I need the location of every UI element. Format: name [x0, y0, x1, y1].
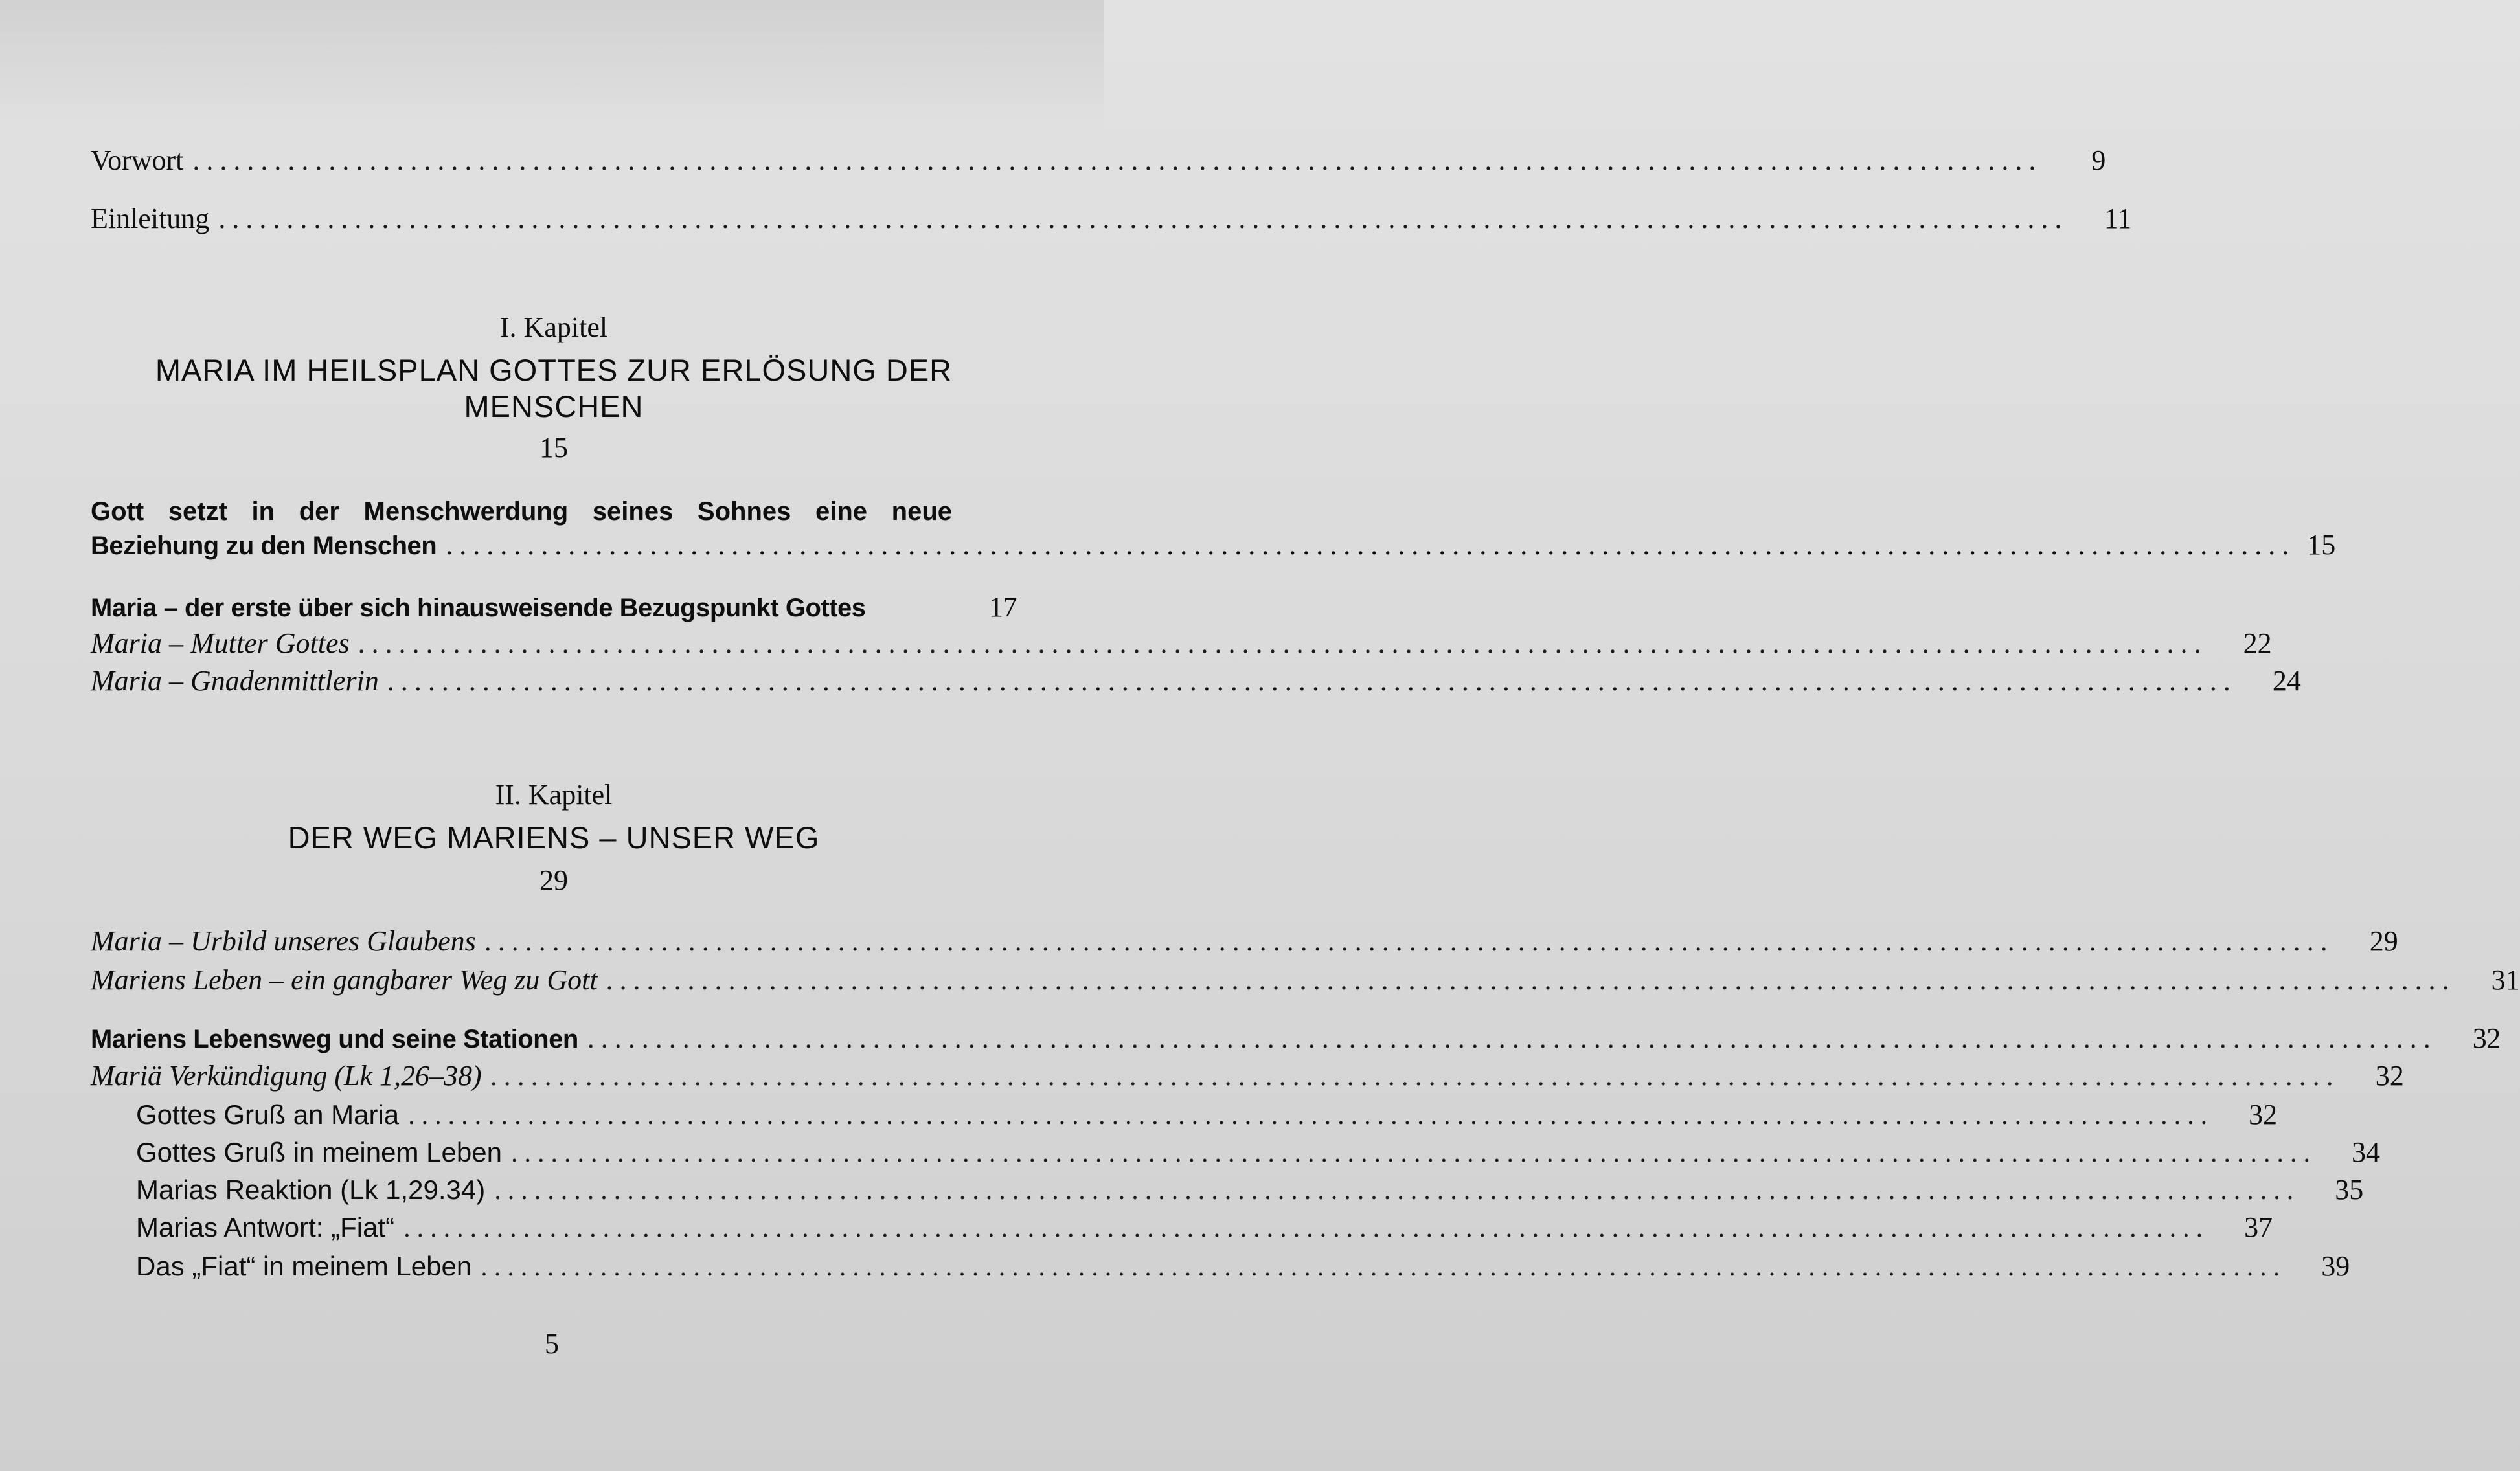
- toc-entry-page: 37: [2244, 1211, 2273, 1243]
- toc-entry-einleitung[interactable]: [91, 202, 2132, 236]
- toc-entry-gnadenmittlerin[interactable]: [91, 664, 2301, 698]
- toc-section-title: Maria – der erste über sich hinausweisende Bezugspunkt Gottes: [91, 594, 866, 622]
- chapter-1-label: I. Kapitel: [499, 311, 608, 343]
- toc-subentry-gruss-meinem-leben[interactable]: [136, 1136, 2380, 1170]
- toc-section-title: Mariens Lebensweg und seine Stationen: [91, 1025, 578, 1053]
- toc-entry-gangbarer-weg[interactable]: [91, 963, 2520, 997]
- toc-entry-page: 35: [2335, 1174, 2364, 1206]
- toc-entry-title: Das „Fiat“ in meinem Leben: [136, 1251, 472, 1281]
- leader-dots: ........................................................................................................................................: [408, 1101, 2214, 1130]
- toc-subentry-fiat-leben[interactable]: [136, 1250, 2350, 1284]
- toc-entry-page: 34: [2351, 1136, 2380, 1168]
- toc-entry-page: 31: [2491, 964, 2520, 996]
- toc-entry-page: 32: [2375, 1060, 2404, 1092]
- leader-dots: ........................................................................................................................................: [490, 1060, 2341, 1092]
- toc-entry-title: Marias Reaktion (Lk 1,29.34): [136, 1174, 486, 1205]
- leader-dots: ........................................................................................................................................: [484, 925, 2335, 957]
- leader-dots: ........................................................................................................................................: [192, 144, 2043, 176]
- leader-dots: ........................................................................................................................................: [587, 1022, 2437, 1054]
- toc-section-page: 32: [2472, 1022, 2501, 1054]
- toc-subentry-antwort[interactable]: [136, 1211, 2273, 1245]
- leader-dots: ........................................................................................................................................: [510, 1138, 2317, 1168]
- leader-dots: ........................................................................................................................................: [403, 1213, 2210, 1243]
- toc-subsection-verkuendigung[interactable]: [91, 1059, 2404, 1093]
- chapter-2-label: II. Kapitel: [495, 779, 613, 811]
- toc-entry-page: 39: [2321, 1250, 2350, 1282]
- chapter-1-page: 15: [539, 432, 568, 464]
- leader-dots: ........................................................................................................................................: [494, 1176, 2300, 1206]
- toc-entry-title: Maria – Mutter Gottes: [91, 627, 350, 659]
- toc-entry-page: 32: [2249, 1099, 2278, 1130]
- toc-entry-title: Maria – Gnadenmittlerin: [91, 665, 379, 697]
- leader-dots: ........................................................................................................................................: [358, 627, 2208, 659]
- toc-entry-title: Mariens Leben – ein gangbarer Weg zu Gott: [91, 964, 598, 996]
- leader-dots: ........................................................................................................................................: [218, 203, 2069, 234]
- leader-dots: ........................................................................................................................................: [481, 1252, 2287, 1282]
- chapter-1-title-line1: MARIA IM HEILSPLAN GOTTES ZUR ERLÖSUNG DER: [155, 353, 953, 387]
- toc-entry-title: Mariä Verkündigung (Lk 1,26–38): [91, 1060, 482, 1092]
- toc-entry-urbild[interactable]: [91, 925, 2398, 958]
- toc-entry-title: Einleitung: [91, 203, 210, 234]
- toc-subentry-reaktion[interactable]: [136, 1173, 2364, 1207]
- toc-section-title-line1: Gott setzt in der Menschwerdung seines Sohnes eine neue: [91, 497, 952, 526]
- toc-section-lebensweg[interactable]: [91, 1022, 2501, 1056]
- toc-section-gott-setzt[interactable]: [91, 495, 2336, 563]
- toc-entry-page: 29: [2369, 925, 2398, 957]
- toc-section-page: 17: [989, 591, 1017, 623]
- toc-entry-mutter-gottes[interactable]: [91, 627, 2272, 660]
- chapter-2-title: DER WEG MARIENS – UNSER WEG: [288, 820, 820, 855]
- leader-dots: ........................................................................................................................................: [606, 964, 2457, 996]
- toc-entry-title: Vorwort: [91, 144, 184, 176]
- chapter-1-title-line2: MENSCHEN: [464, 389, 644, 423]
- toc-entry-title: Gottes Gruß an Maria: [136, 1099, 400, 1130]
- toc-entry-title: Maria – Urbild unseres Glaubens: [91, 925, 476, 957]
- toc-entry-vorwort[interactable]: [91, 144, 2106, 177]
- toc-section-page: 15: [2307, 529, 2336, 561]
- toc-entry-page: 24: [2272, 665, 2301, 697]
- toc-entry-page: 11: [2104, 203, 2132, 234]
- toc-section-title-line2: Beziehung zu den Menschen: [91, 532, 437, 560]
- toc-entry-title: Marias Antwort: „Fiat“: [136, 1212, 395, 1242]
- toc-entry-page: 22: [2243, 627, 2272, 659]
- toc-section-maria-bezugspunkt[interactable]: [91, 590, 1017, 625]
- leader-dots: ........................................................................................................................................: [387, 665, 2238, 697]
- toc-subentry-gruss-an-maria[interactable]: [136, 1098, 2278, 1132]
- toc-entry-page: 9: [2091, 144, 2106, 176]
- chapter-2-page: 29: [539, 864, 568, 896]
- show-through-shadow: [0, 0, 1104, 129]
- leader-dots: ........................................................................................................................................: [446, 529, 2296, 561]
- page-number: 5: [545, 1328, 559, 1360]
- toc-entry-title: Gottes Gruß in meinem Leben: [136, 1137, 502, 1167]
